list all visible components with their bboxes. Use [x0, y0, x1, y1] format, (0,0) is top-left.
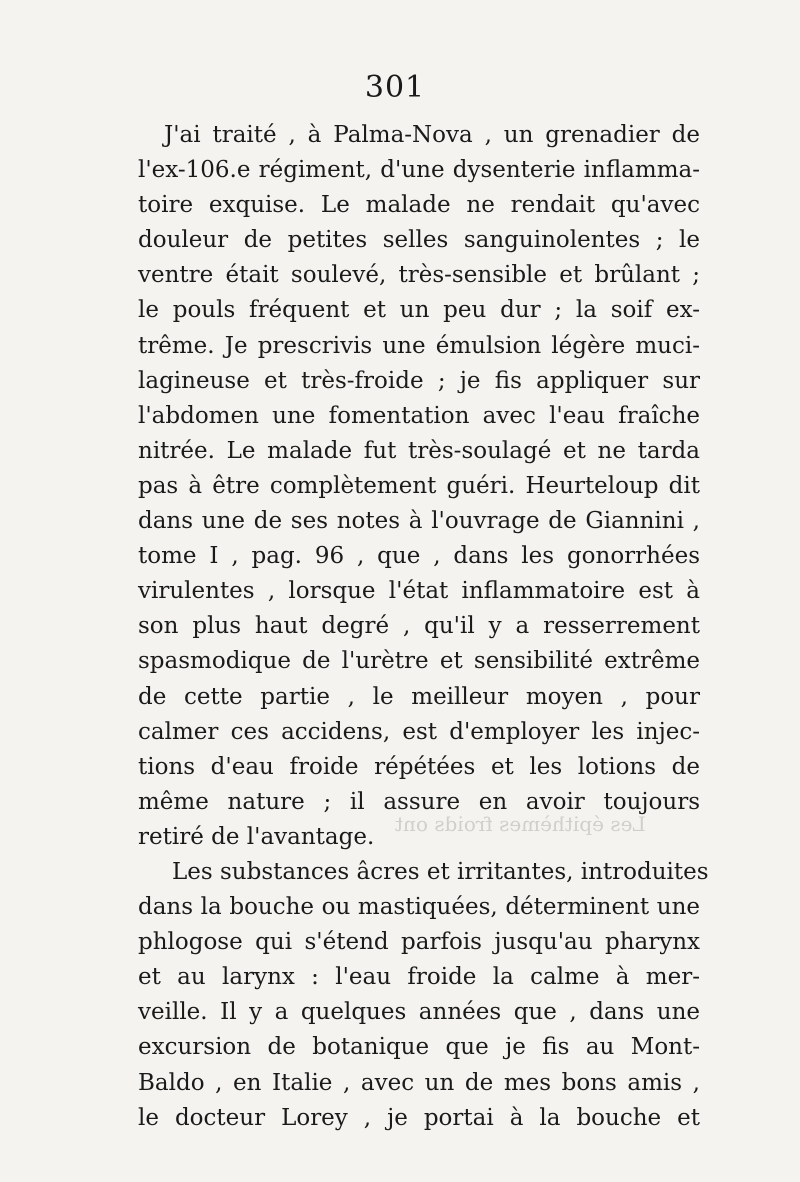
page-number: 301 — [364, 70, 426, 105]
text-line: tome I , pag. 96 , que , dans les gonorrhées — [138, 543, 700, 570]
body-text — [138, 118, 709, 1136]
text-line: veille. Il y a quelques années que , dans une — [138, 999, 700, 1026]
text-line: nitrée. Le malade fut très-soulagé et ne tarda — [138, 437, 700, 464]
text-line: excursion de botanique que je fis au Mont- — [138, 1034, 700, 1061]
text-line: Baldo , en Italie , avec un de mes bons amis , — [138, 1069, 700, 1096]
text-line: retiré de l'avantage. — [138, 823, 375, 850]
bleed-through-text: Les épithèmes froids ont — [395, 812, 646, 836]
text-line: spasmodique de l'urètre et sensibilité extrême — [138, 648, 700, 675]
text-line: le pouls fréquent et un peu dur ; la soif ex- — [138, 297, 700, 324]
text-line: l'ex-106.e régiment, d'une dysenterie inflamma- — [138, 157, 700, 184]
text-line: son plus haut degré , qu'il y a resserrement — [138, 613, 700, 640]
text-line: tions d'eau froide répétées et les lotions de — [138, 753, 700, 780]
text-line: douleur de petites selles sanguinolentes ; le — [138, 227, 700, 254]
text-line: et au larynx : l'eau froide la calme à mer- — [138, 964, 700, 991]
text-line: dans la bouche ou mastiquées, déterminent une — [138, 894, 700, 921]
text-line: pas à être complètement guéri. Heurteloup dit — [138, 472, 700, 499]
text-line: J'ai traité , à Palma-Nova , un grenadier de — [164, 122, 700, 148]
text-line: de cette partie , le meilleur moyen , pour — [138, 683, 700, 710]
text-line: ventre était soulevé, très-sensible et brûlant ; — [138, 262, 700, 289]
text-line: l'abdomen une fomentation avec l'eau fraîche — [138, 402, 700, 429]
text-line: le docteur Lorey , je portai à la bouche et — [138, 1104, 700, 1131]
text-line: calmer ces accidens, est d'employer les injec- — [138, 718, 700, 745]
text-line: lagineuse et très-froide ; je fis appliquer sur — [138, 367, 700, 394]
text-line: dans une de ses notes à l'ouvrage de Giannini , — [138, 508, 700, 535]
text-line: Les substances âcres et irritantes, introduites — [172, 858, 709, 885]
text-line: virulentes , lorsque l'état inflammatoire est à — [138, 578, 700, 605]
text-line: phlogose qui s'étend parfois jusqu'au pharynx — [138, 929, 700, 956]
text-line: trême. Je prescrivis une émulsion légère muci- — [138, 332, 700, 359]
text-line: toire exquise. Le malade ne rendait qu'avec — [138, 192, 700, 219]
text-line: même nature ; il assure en avoir toujours — [138, 788, 700, 815]
